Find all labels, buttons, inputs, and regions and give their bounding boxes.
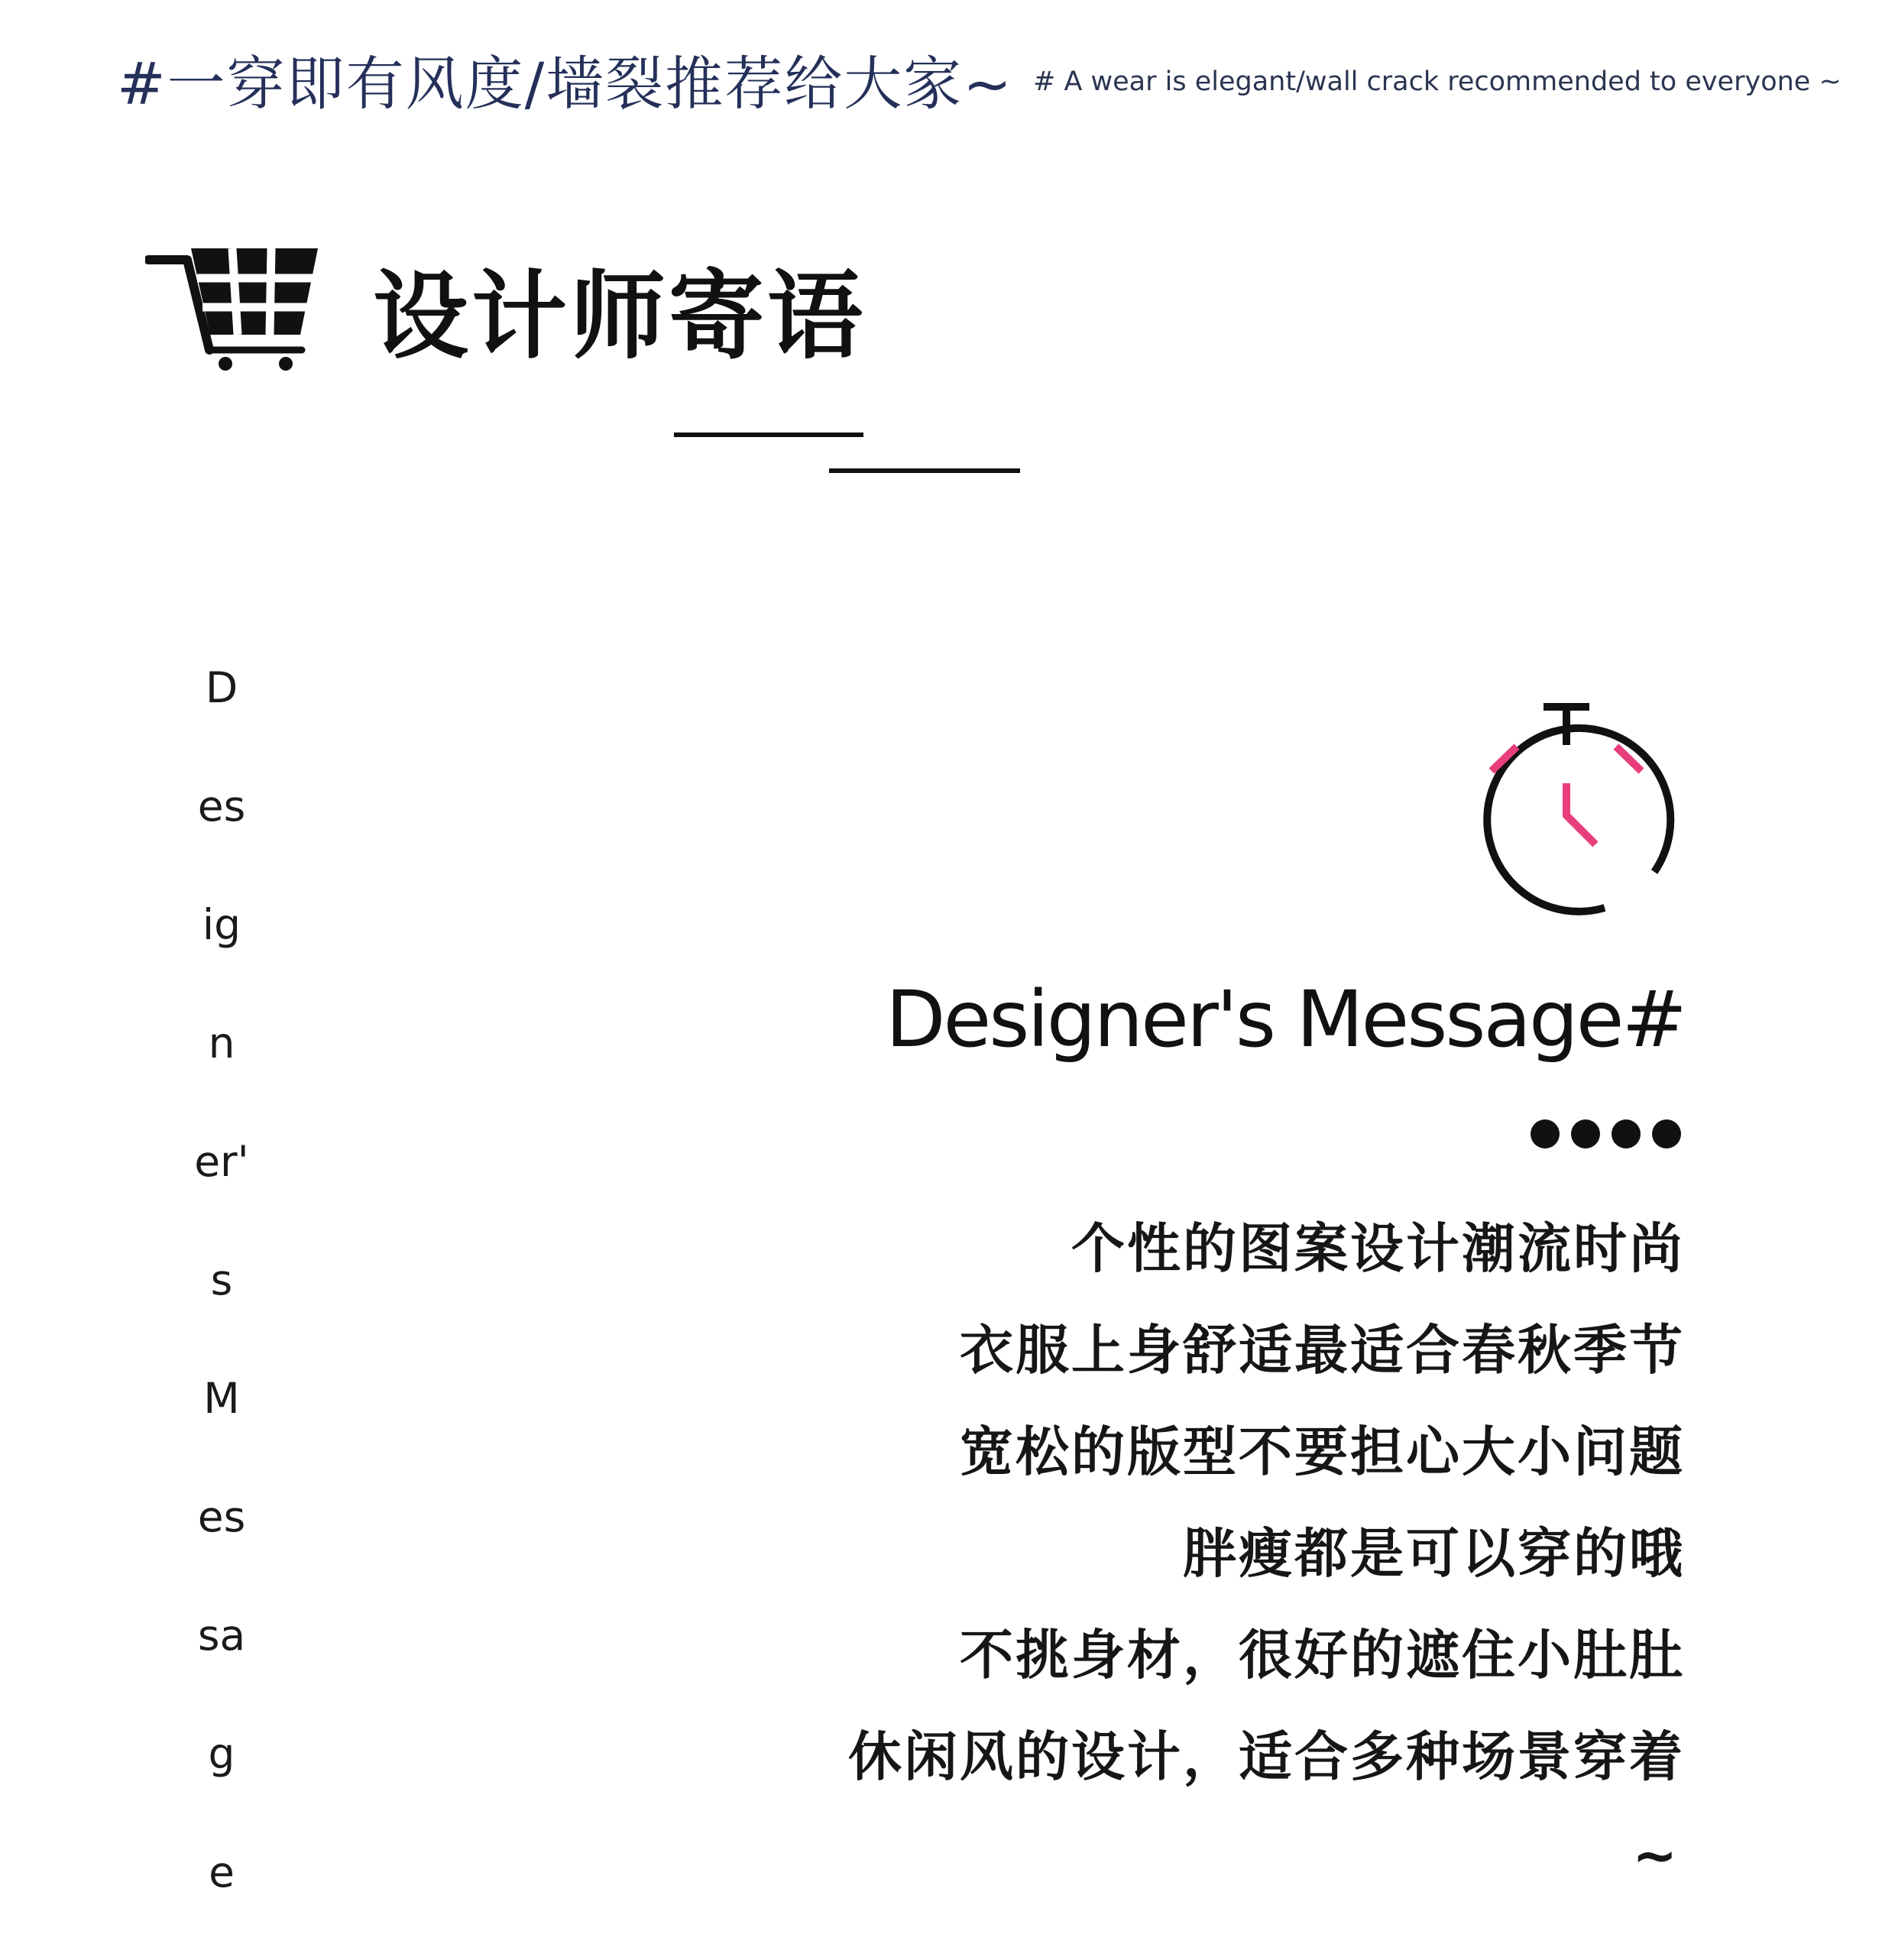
vertical-text-segment: g	[208, 1729, 235, 1778]
vertical-text-segment: M	[203, 1374, 240, 1423]
vertical-text-segment: e	[209, 1848, 235, 1897]
message-line: 衣服上身舒适最适合春秋季节	[960, 1319, 1685, 1382]
top-banner	[0, 42, 1895, 126]
banner-english-slogan: # A wear is elegant/wall crack recommended to everyone ~	[1033, 66, 1842, 97]
message-line: 休闲风的设计，适合多种场景穿着	[848, 1725, 1685, 1788]
vertical-text-segment: sa	[197, 1611, 246, 1660]
banner-chinese-slogan: #一穿即有风度/墙裂推荐给大家~	[117, 50, 1013, 118]
vertical-text-segment: ig	[202, 900, 241, 949]
dot	[1531, 1119, 1560, 1148]
section-title: 设计师寄语	[373, 261, 866, 372]
title-underline-right	[829, 468, 1020, 473]
vertical-text-segment: n	[208, 1019, 235, 1067]
message-ending: ~	[1632, 1824, 1677, 1887]
vertical-side-text	[176, 657, 267, 1960]
message-line: 宽松的版型不要担心大小问题	[960, 1421, 1685, 1483]
message-title: Designer's Message#	[886, 974, 1685, 1065]
message-line: 胖瘦都是可以穿的哦	[1183, 1522, 1685, 1585]
dot	[1571, 1119, 1600, 1148]
vertical-text-segment: es	[197, 782, 246, 831]
vertical-text-segment: er'	[194, 1137, 249, 1186]
vertical-text-segment: s	[210, 1255, 233, 1304]
message-lines	[848, 1198, 1685, 1808]
decorative-dots	[1531, 1119, 1681, 1148]
message-line: 个性的图案设计潮流时尚	[1071, 1217, 1685, 1280]
dot	[1652, 1119, 1681, 1148]
shopping-cart-icon	[145, 245, 321, 371]
message-line: 不挑身材，很好的遮住小肚肚	[960, 1624, 1685, 1686]
title-underline-left	[674, 432, 863, 437]
stopwatch-icon	[1452, 699, 1681, 928]
dot	[1612, 1119, 1641, 1148]
vertical-text-segment: D	[205, 663, 238, 712]
vertical-text-segment: es	[197, 1492, 246, 1541]
